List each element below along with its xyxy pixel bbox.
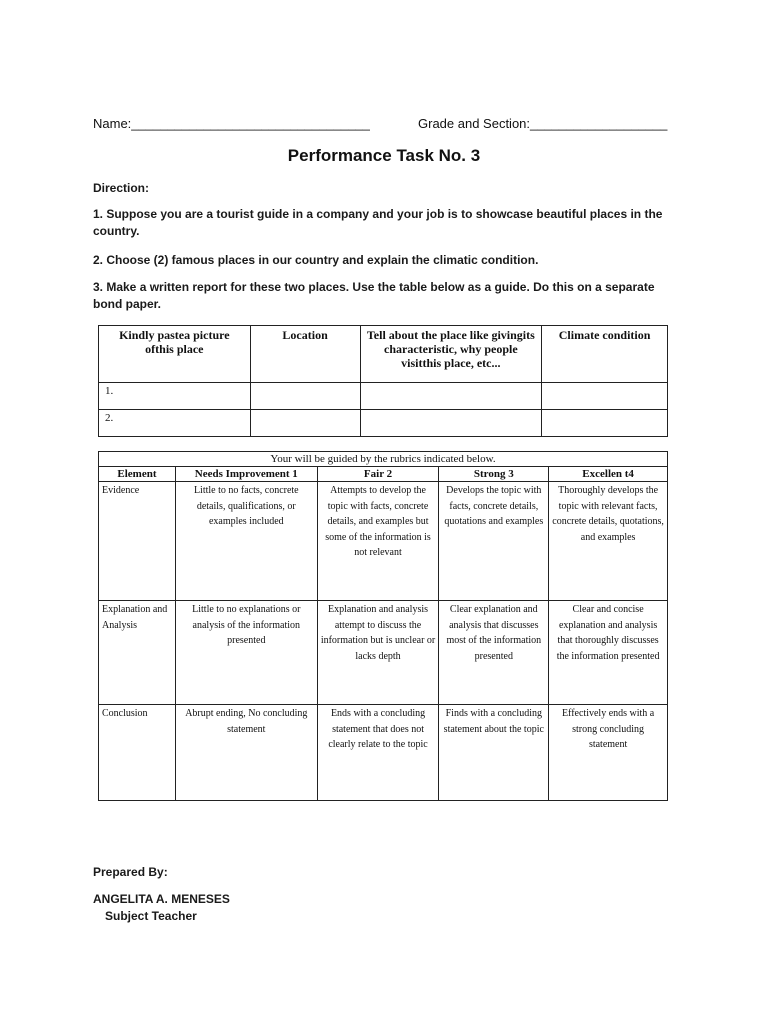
direction-item-2: 2. Choose (2) famous places in our country and explain the climatic condition. [93,253,539,267]
direction-item-1: 1. Suppose you are a tourist guide in a company and your job is to showcase beautiful places in the country. [93,207,663,238]
rubric-cell: Clear and concise explanation and analysis that thoroughly discusses the information presented [549,601,668,705]
table-row [99,705,668,801]
direction-label: Direction: [93,181,150,195]
rubric-cell: Ends with a concluding statement that does not clearly relate to the topic [317,705,439,801]
rubric-element-explanation: Explanation and Analysis [99,601,176,705]
rubric-cell: Finds with a concluding statement about the topic [439,705,549,801]
rubric-header-needs-improvement: Needs Improvement 1 [175,467,317,482]
report-cell [542,383,668,410]
rubric-header-row [99,467,668,482]
report-row-number: 2. [99,410,251,437]
name-field: Name:_________________________________ [93,116,370,131]
rubric-header-strong: Strong 3 [439,467,549,482]
report-row-number: 1. [99,383,251,410]
report-header-picture: Kindly pastea picture ofthis place [99,326,251,383]
teacher-name: ANGELITA A. MENESES [93,892,230,906]
rubric-caption: Your will be guided by the rubrics indicated below. [99,452,668,467]
report-header-location: Location [250,326,360,383]
table-row [99,410,668,437]
table-row [99,601,668,705]
rubric-cell: Explanation and analysis attempt to discuss the information but is unclear or lacks depth [317,601,439,705]
report-cell [542,410,668,437]
rubric-header-excellent: Excellen t4 [549,467,668,482]
rubric-cell: Clear explanation and analysis that discusses most of the information presented [439,601,549,705]
table-row [99,482,668,601]
rubric-cell: Develops the topic with facts, concrete details, quotations and examples [439,482,549,601]
rubric-cell: Little to no explanations or analysis of the information presented [175,601,317,705]
page-title: Performance Task No. 3 [287,146,481,165]
rubric-element-evidence: Evidence [99,482,176,601]
grade-section-field: Grade and Section:___________________ [418,116,668,131]
rubric-cell: Little to no facts, concrete details, qualifications, or examples included [175,482,317,601]
rubric-cell: Thoroughly develops the topic with relevant facts, concrete details, quotations, and examples [549,482,668,601]
report-cell [360,383,542,410]
report-header-climate: Climate condition [542,326,668,383]
rubric-table [98,451,668,801]
report-header-description: Tell about the place like givingits characteristic, why people visitthis place, etc... [360,326,542,383]
report-cell [360,410,542,437]
direction-item-3: 3. Make a written report for these two places. Use the table below as a guide. Do this on a separate bond paper. [93,280,655,311]
rubric-element-conclusion: Conclusion [99,705,176,801]
header-line [93,116,673,131]
rubric-cell: Abrupt ending, No concluding statement [175,705,317,801]
report-table [98,325,668,437]
table-row [99,383,668,410]
rubric-cell: Attempts to develop the topic with facts, concrete details, and examples but some of the information is not relevant [317,482,439,601]
rubric-header-element: Element [99,467,176,482]
report-cell [250,383,360,410]
prepared-by-label: Prepared By: [93,865,168,879]
report-cell [250,410,360,437]
report-table-header-row [99,326,668,383]
rubric-caption-row [99,452,668,467]
rubric-cell: Effectively ends with a strong concluding statement [549,705,668,801]
rubric-header-fair: Fair 2 [317,467,439,482]
teacher-role: Subject Teacher [105,909,197,923]
